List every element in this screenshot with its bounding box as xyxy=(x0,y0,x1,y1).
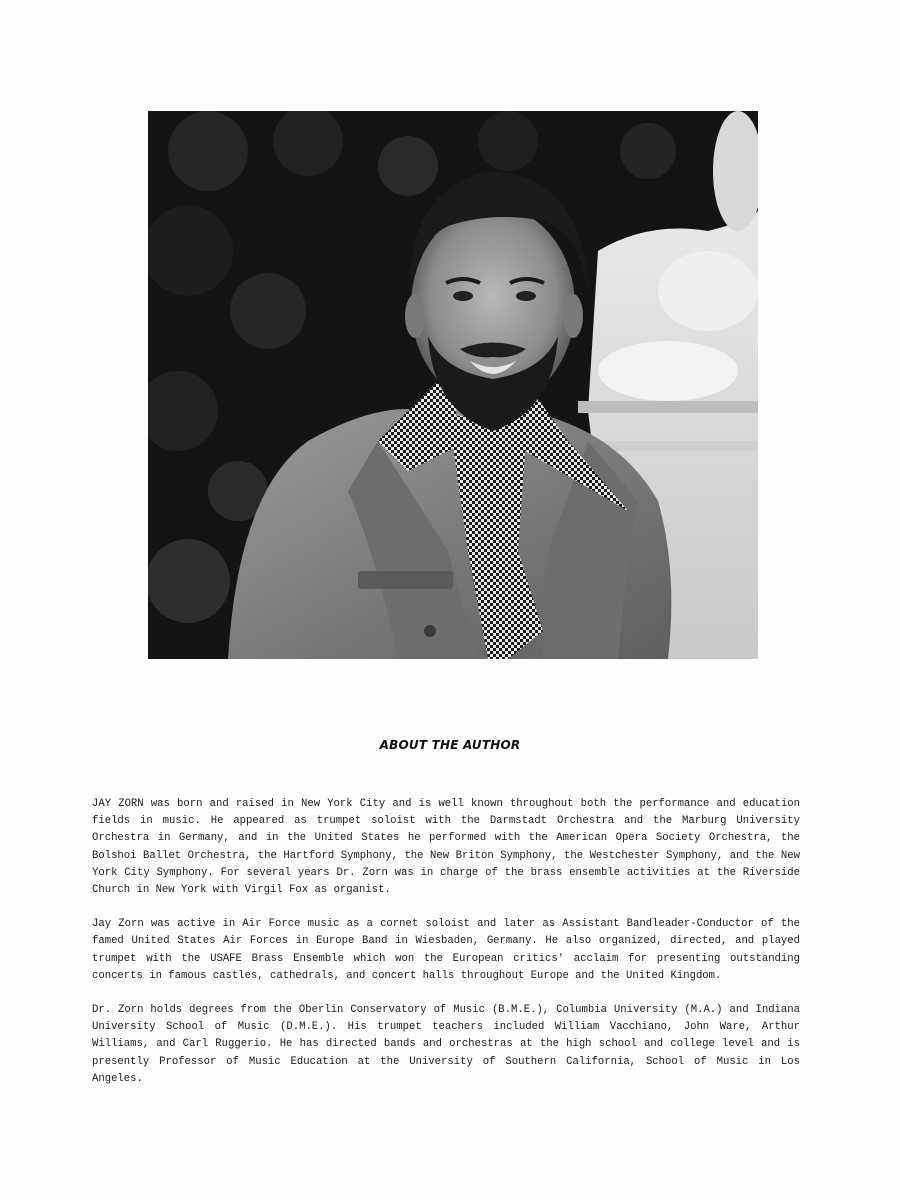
section-heading: ABOUT THE AUTHOR xyxy=(379,738,521,752)
bio-paragraph-2: Jay Zorn was active in Air Force music as a cornet soloist and later as Assistant Bandleader-Conductor of the famed United States Air Forces in Europe Band in Wiesbaden, Germany. He also organized, directed, and played trumpet with the USAFE Brass Ensemble which won the European critics' acclaim for presenting outstanding concerts in famous castles, cathedrals, and concert halls throughout Europe and the United Kingdom. xyxy=(92,918,800,982)
bio-paragraph-1: JAY ZORN was born and raised in New York City and is well known throughout both the performance and education fields in music. He appeared as trumpet soloist with the Darmstadt Orchestra and the Marburg University Orchestra in Germany, and in the United States he performed with the American Opera Society Orchestra, the Bolshoi Ballet Orchestra, the Hartford Symphony, the New Briton Symphony, the Westchester Symphony, and the New York City Symphony. For several years Dr. Zorn was in charge of the brass ensemble activities at the Riverside Church in New York with Virgil Fox as organist. xyxy=(92,798,800,897)
author-biography xyxy=(92,796,800,1105)
author-photo xyxy=(148,111,758,659)
author-portrait-image xyxy=(148,111,758,659)
bio-paragraph-3: Dr. Zorn holds degrees from the Oberlin Conservatory of Music (B.M.E.), Columbia University (M.A.) and Indiana University School of Music (D.M.E.). His trumpet teachers included William Vacchiano, John Ware, Arthur Williams, and Carl Ruggerio. He has directed bands and orchestras at the high school and college level and is presently Professor of Music Education at the University of Southern California, School of Music in Los Angeles. xyxy=(92,1004,800,1085)
